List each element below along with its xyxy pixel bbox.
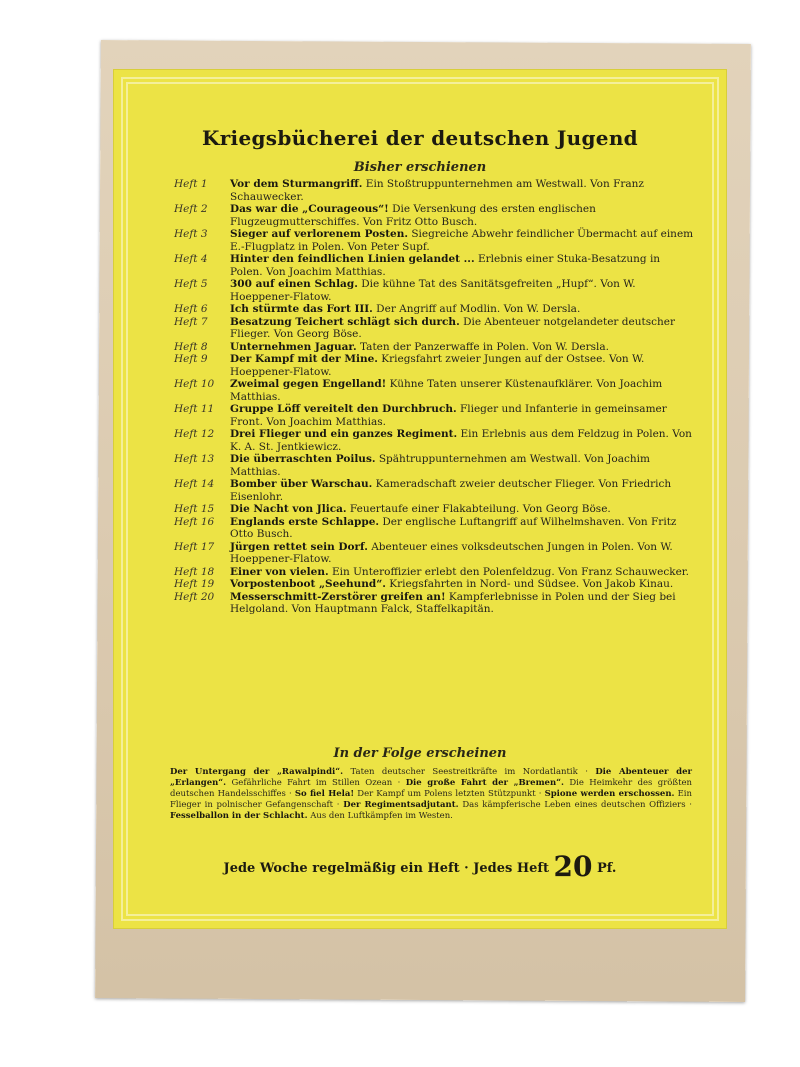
upcoming-description: Die Heimkehr des größten deutschen Handelsschiffes · — [170, 778, 692, 799]
issue-title: Gruppe Löff vereitelt den Durchbruch. — [230, 403, 457, 415]
issue-row — [174, 403, 694, 428]
upcoming-description: Gefährliche Fahrt im Stillen Ozean · — [226, 778, 406, 788]
issue-row — [174, 303, 694, 316]
issue-title: Messerschmitt-Zerstörer greifen an! — [230, 590, 446, 603]
issue-number: Heft 7 — [174, 315, 208, 328]
price-value: 20 — [553, 850, 593, 883]
issue-entry — [230, 453, 694, 478]
issue-entry — [230, 503, 694, 516]
issue-entry — [230, 378, 694, 403]
issue-entry — [230, 303, 694, 316]
issue-row — [174, 178, 694, 203]
issue-number: Heft 8 — [174, 340, 208, 353]
issue-number: Heft 15 — [174, 503, 215, 515]
issue-title: Jürgen rettet sein Dorf. — [230, 540, 368, 553]
published-heading: Bisher erschienen — [353, 160, 487, 175]
issue-number: Heft 10 — [174, 378, 215, 390]
issue-number: Heft 13 — [174, 453, 215, 465]
issue-row — [174, 516, 694, 541]
upcoming-description: Das kämpferische Leben eines deutschen Offiziers · — [458, 800, 692, 810]
issue-row — [174, 503, 694, 516]
issue-title: Die Nacht von Jlica. — [230, 503, 347, 515]
issue-number: Heft 18 — [174, 565, 215, 578]
issue-title: Zweimal gegen Engelland! — [230, 378, 387, 390]
issue-description: Kriegsfahrt zweier Jungen auf der Ostsee. Von W. Hoeppener-Flatow. — [230, 353, 645, 378]
issue-description: Abenteuer eines volksdeutschen Jungen in Polen. Von W. Hoeppener-Flatow. — [230, 540, 673, 565]
issue-description: Taten der Panzerwaffe in Polen. Von W. Dersla. — [356, 340, 610, 353]
issue-number: Heft 1 — [174, 178, 208, 190]
issue-description: Kriegsfahrten in Nord- und Südsee. Von Jakob Kinau. — [385, 578, 674, 590]
issue-title: Drei Flieger und ein ganzes Regiment. — [230, 428, 458, 440]
issue-entry — [230, 253, 694, 278]
issue-entry — [230, 566, 694, 579]
issue-description: Die Abenteuer notgelandeter deutscher Flieger. Von Georg Böse. — [230, 315, 675, 340]
issue-row — [174, 541, 694, 566]
issue-number: Heft 3 — [174, 228, 208, 240]
issue-number: Heft 11 — [174, 403, 215, 415]
upcoming-title: So fiel Hela! — [294, 789, 355, 799]
issue-title: Ich stürmte das Fort III. — [230, 303, 373, 315]
issue-row — [174, 591, 694, 616]
upcoming-title: Die Abenteuer der „Erlangen“. — [170, 767, 692, 788]
issue-description: Die kühne Tat des Sanitätsgefreiten „Hupf“. Von W. Hoeppener-Flatow. — [230, 278, 636, 303]
issue-title: Sieger auf verlorenem Posten. — [230, 228, 409, 240]
issue-entry — [230, 178, 694, 203]
issue-description: Ein Stoßtruppunternehmen am Westwall. Von Franz Schauwecker. — [230, 178, 644, 203]
upcoming-description: Ein Flieger in polnischer Gefangenschaft · — [170, 789, 692, 810]
issue-description: Kameradschaft zweier deutscher Flieger. Von Friedrich Eisenlohr. — [230, 478, 672, 503]
issue-description: Kampferlebnisse in Polen und der Sieg bei Helgoland. Von Hauptmann Falck, Staffelkapitän. — [230, 590, 676, 615]
issue-title: 300 auf einen Schlag. — [230, 278, 358, 290]
issue-row — [174, 353, 694, 378]
issue-row — [174, 478, 694, 503]
issue-description: Feuertaufe einer Flakabteilung. Von Georg Böse. — [346, 503, 611, 515]
issue-title: Vor dem Sturmangriff. — [230, 178, 363, 190]
issue-number: Heft 2 — [174, 203, 208, 215]
issue-description: Ein Unteroffizier erlebt den Polenfeldzug. Von Franz Schauwecker. — [328, 565, 689, 578]
issue-entry — [230, 516, 694, 541]
issue-title: Besatzung Teichert schlägt sich durch. — [230, 315, 460, 328]
issue-row — [174, 578, 694, 591]
issue-entry — [230, 341, 694, 354]
issue-row — [174, 278, 694, 303]
issue-row — [174, 428, 694, 453]
upcoming-title: Fesselballon in der Schlacht. — [170, 811, 308, 821]
issue-title: Vorpostenboot „Seehund“. — [230, 578, 386, 590]
upcoming-description: Der Kampf um Polens letzten Stützpunkt · — [354, 789, 545, 799]
issue-description: Kühne Taten unserer Küstenaufklärer. Von Joachim Matthias. — [230, 378, 663, 403]
issue-title: Der Kampf mit der Mine. — [230, 353, 378, 365]
price-prefix: Jedes Heft — [473, 861, 554, 876]
issue-entry — [230, 316, 694, 341]
issue-number: Heft 9 — [174, 353, 208, 365]
issue-list — [174, 178, 694, 616]
issue-number: Heft 5 — [174, 278, 208, 290]
yellow-panel — [114, 70, 726, 928]
weekly-note: Jede Woche regelmäßig ein Heft — [223, 861, 460, 876]
upcoming-description: Aus den Luftkämpfen im Westen. — [307, 811, 453, 821]
issue-title: Englands erste Schlappe. — [230, 515, 380, 528]
upcoming-title: Die große Fahrt der „Bremen“. — [405, 778, 564, 788]
issue-description: Erlebnis einer Stuka-Besatzung in Polen. Von Joachim Matthias. — [230, 253, 661, 278]
price-line — [114, 850, 726, 883]
issue-number: Heft 14 — [174, 478, 215, 490]
issue-title: Das war die „Courageous“! — [230, 203, 389, 215]
price-currency: Pf. — [592, 861, 617, 876]
upcoming-title: Spione werden erschossen. — [544, 789, 675, 799]
issue-entry — [230, 591, 694, 616]
upcoming-heading: In der Folge erscheinen — [333, 746, 507, 761]
issue-entry — [230, 578, 694, 591]
issue-number: Heft 12 — [174, 428, 215, 440]
issue-title: Unternehmen Jaguar. — [230, 340, 357, 353]
upcoming-titles — [170, 767, 692, 822]
issue-number: Heft 16 — [174, 515, 215, 528]
separator: · — [459, 861, 474, 876]
issue-title: Bomber über Warschau. — [230, 478, 373, 490]
issue-description: Die Versenkung des ersten englischen Flugzeugmutterschiffes. Von Fritz Otto Busch. — [230, 203, 596, 228]
issue-row — [174, 203, 694, 228]
upcoming-title: Der Untergang der „Rawalpindi“. — [170, 767, 344, 777]
issue-row — [174, 341, 694, 354]
issue-entry — [230, 478, 694, 503]
issue-description: Ein Erlebnis aus dem Feldzug in Polen. Von K. A. St. Jentkiewicz. — [230, 428, 692, 453]
issue-description: Siegreiche Abwehr feindlicher Übermacht auf einem E.-Flugplatz in Polen. Von Peter Supf. — [230, 228, 694, 253]
issue-entry — [230, 353, 694, 378]
issue-row — [174, 378, 694, 403]
issue-entry — [230, 228, 694, 253]
issue-entry — [230, 203, 694, 228]
issue-description: Flieger und Infanterie in gemeinsamer Front. Von Joachim Matthias. — [230, 403, 667, 428]
issue-row — [174, 566, 694, 579]
series-title: Kriegsbücherei der deutschen Jugend — [202, 126, 638, 150]
issue-number: Heft 20 — [174, 590, 215, 603]
issue-title: Die überraschten Poilus. — [230, 453, 376, 465]
issue-number: Heft 6 — [174, 303, 208, 315]
upcoming-title: Der Regimentsadjutant. — [343, 800, 459, 810]
issue-number: Heft 17 — [174, 540, 215, 553]
issue-description: Spähtruppunternehmen am Westwall. Von Joachim Matthias. — [230, 453, 650, 478]
issue-row — [174, 453, 694, 478]
upcoming-description: Taten deutscher Seestreitkräfte im Nordatlantik · — [343, 767, 596, 777]
issue-description: Der Angriff auf Modlin. Von W. Dersla. — [372, 303, 581, 315]
issue-entry — [230, 403, 694, 428]
issue-entry — [230, 278, 694, 303]
issue-number: Heft 19 — [174, 578, 215, 590]
issue-entry — [230, 541, 694, 566]
issue-row — [174, 228, 694, 253]
issue-title: Einer von vielen. — [230, 565, 329, 578]
issue-entry — [230, 428, 694, 453]
issue-title: Hinter den feindlichen Linien gelandet ... — [230, 253, 475, 265]
issue-number: Heft 4 — [174, 253, 208, 265]
issue-row — [174, 316, 694, 341]
issue-row — [174, 253, 694, 278]
issue-description: Der englische Luftangriff auf Wilhelmshaven. Von Fritz Otto Busch. — [230, 515, 677, 540]
